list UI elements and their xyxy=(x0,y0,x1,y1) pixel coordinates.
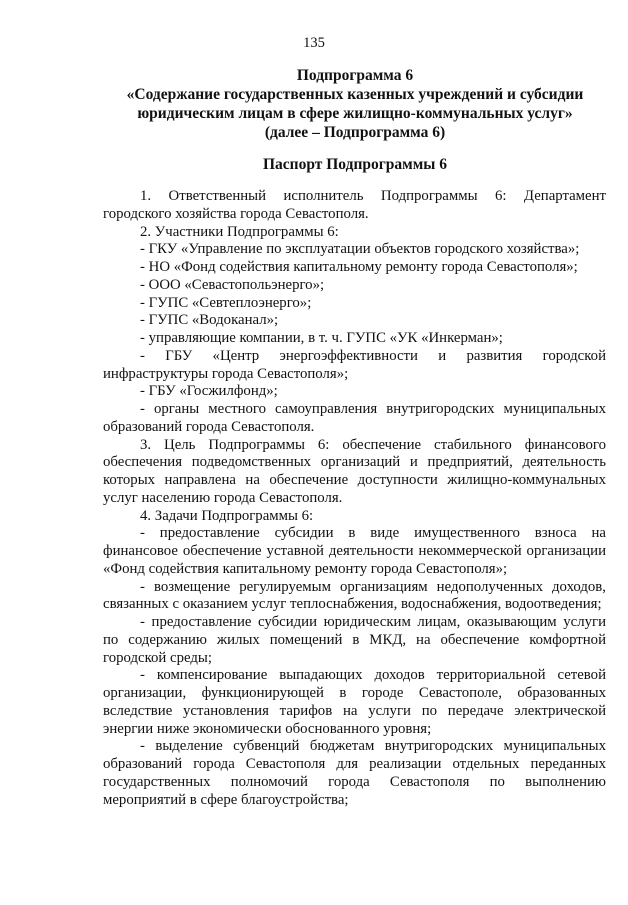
paragraph-responsible-executor: 1. Ответственный исполнитель Подпрограммы 6: Департамент городского хозяйства города Севастополя. xyxy=(103,188,606,222)
list-item-participant: - ГУПС «Севтеплоэнерго»; xyxy=(140,294,312,311)
list-item-participant: - НО «Фонд содействия капитальному ремонту города Севастополя»; xyxy=(140,259,578,275)
list-item-participant: - органы местного самоуправления внутригородских муниципальных образований города Севастополя. xyxy=(103,401,606,435)
header-line-3: юридическим лицам в сфере жилищно-коммунальных услуг» xyxy=(137,105,573,122)
paragraph-tasks-heading: 4. Задачи Подпрограммы 6: xyxy=(140,507,314,524)
subprogram-header xyxy=(100,66,610,142)
list-item-participant: - ООО «Севастопольэнерго»; xyxy=(140,276,325,293)
list-item-participant: - ГБУ «Центр энергоэффективности и развития городской инфраструктуры города Севастополя»; xyxy=(103,347,606,382)
list-item-participant: - управляющие компании, в т. ч. ГУПС «УК «Инкерман»; xyxy=(140,330,503,346)
header-line-2: «Содержание государственных казенных учреждений и субсидии xyxy=(126,86,584,103)
list-item-task: - компенсирование выпадающих доходов территориальной сетевой организации, функционирующей в городе Севастополе, образованных вследствие установления тарифов на услуги по передаче электрической энергии ниже экономически обоснованного уровня; xyxy=(103,667,606,737)
header-line-4: (далее – Подпрограмма 6) xyxy=(264,124,446,141)
page-number: 135 xyxy=(303,35,325,51)
passport-title: Паспорт Подпрограммы 6 xyxy=(262,156,448,173)
header-line-1: Подпрограмма 6 xyxy=(296,67,414,84)
list-item-task: - выделение субвенций бюджетам внутригородских муниципальных образований города Севастополя для реализации отдельных переданных государственных полномочий города Севастополя по выполнению мероприятий в сфере благоустройства; xyxy=(103,738,606,808)
list-item-participant: - ГКУ «Управление по эксплуатации объектов городского хозяйства»; xyxy=(140,241,580,258)
paragraph-participants-heading: 2. Участники Подпрограммы 6: xyxy=(140,223,339,240)
list-item-participant: - ГБУ «Госжилфонд»; xyxy=(140,383,278,400)
list-item-participant: - ГУПС «Водоканал»; xyxy=(140,312,279,329)
list-item-task: - возмещение регулируемым организациям недополученных доходов, связанных с оказанием услуг теплоснабжения, водоснабжения, водоотведения; xyxy=(103,578,606,613)
list-item-task: - предоставление субсидии юридическим лицам, оказывающим услуги по содержанию жилых помещений в МКД, на обеспечение комфортной городской среды; xyxy=(103,614,606,666)
paragraph-goal: 3. Цель Подпрограммы 6: обеспечение стабильного финансового обеспечения подведомственных организаций и предприятий, деятельность которых направлена на обеспечение доступности жилищно-коммунальных услуг населению города Севастополя. xyxy=(103,436,606,506)
document-body xyxy=(103,188,606,809)
list-item-task: - предоставление субсидии в виде имущественного взноса на финансовое обеспечение уставной деятельности некоммерческой организации «Фонд содействия капитальному ремонту города Севастополя»; xyxy=(103,525,606,577)
